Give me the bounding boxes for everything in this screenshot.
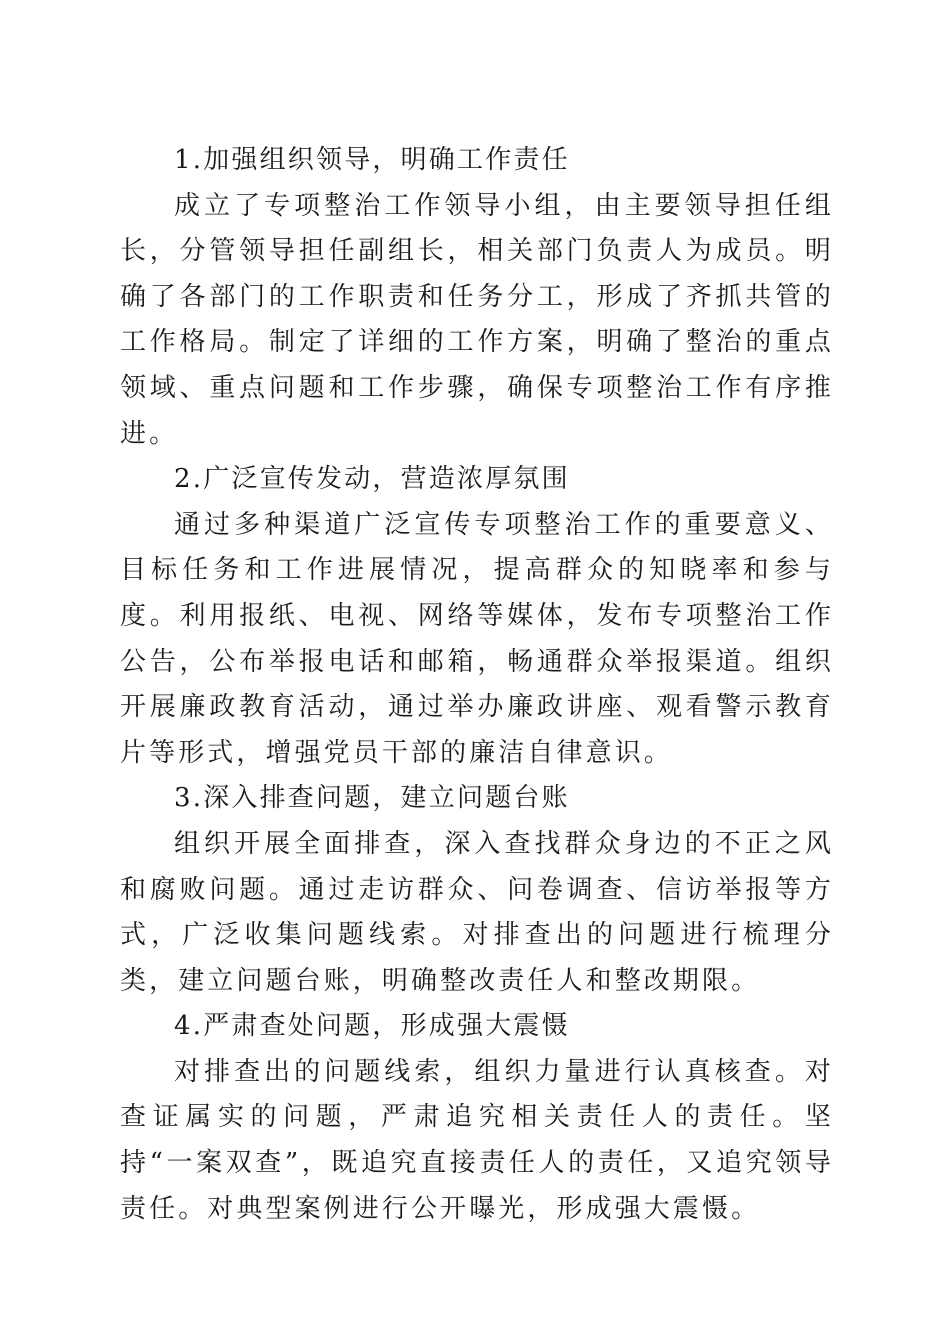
section-4-paragraph: 对排查出的问题线索，组织力量进行认真核查。对查证属实的问题，严肃追究相关责任人的责任。坚持“一案双查”，既追究直接责任人的责任，又追究领导责任。对典型案例进行公开曝光，形成强大震慑。 (120, 1056, 834, 1224)
section-2-paragraph: 通过多种渠道广泛宣传专项整治工作的重要意义、目标任务和工作进展情况，提高群众的知晓率和参与度。利用报纸、电视、网络等媒体，发布专项整治工作公告，公布举报电话和邮箱，畅通群众举报渠道。组织开展廉政教育活动，通过举办廉政讲座、观看警示教育片等形式，增强党员干部的廉洁自律意识。 (120, 509, 834, 768)
section-1-paragraph: 成立了专项整治工作领导小组，由主要领导担任组长，分管领导担任副组长，相关部门负责人为成员。明确了各部门的工作职责和任务分工，形成了齐抓共管的工作格局。制定了详细的工作方案，明确了整治的重点领域、重点问题和工作步骤，确保专项整治工作有序推进。 (120, 190, 834, 449)
section-4-heading: 4.严肃查处问题，形成强大震慑 (174, 1011, 570, 1042)
section-2-heading: 2.广泛宣传发动，营造浓厚氛围 (174, 464, 570, 495)
section-3-paragraph: 组织开展全面排查，深入查找群众身边的不正之风和腐败问题。通过走访群众、问卷调查、信访举报等方式，广泛收集问题线索。对排查出的问题进行梳理分类，建立问题台账，明确整改责任人和整改期限。 (120, 828, 834, 996)
section-3-heading: 3.深入排查问题，建立问题台账 (174, 783, 570, 814)
section-1-heading: 1.加强组织领导，明确工作责任 (174, 145, 570, 175)
document-body (120, 138, 834, 1232)
